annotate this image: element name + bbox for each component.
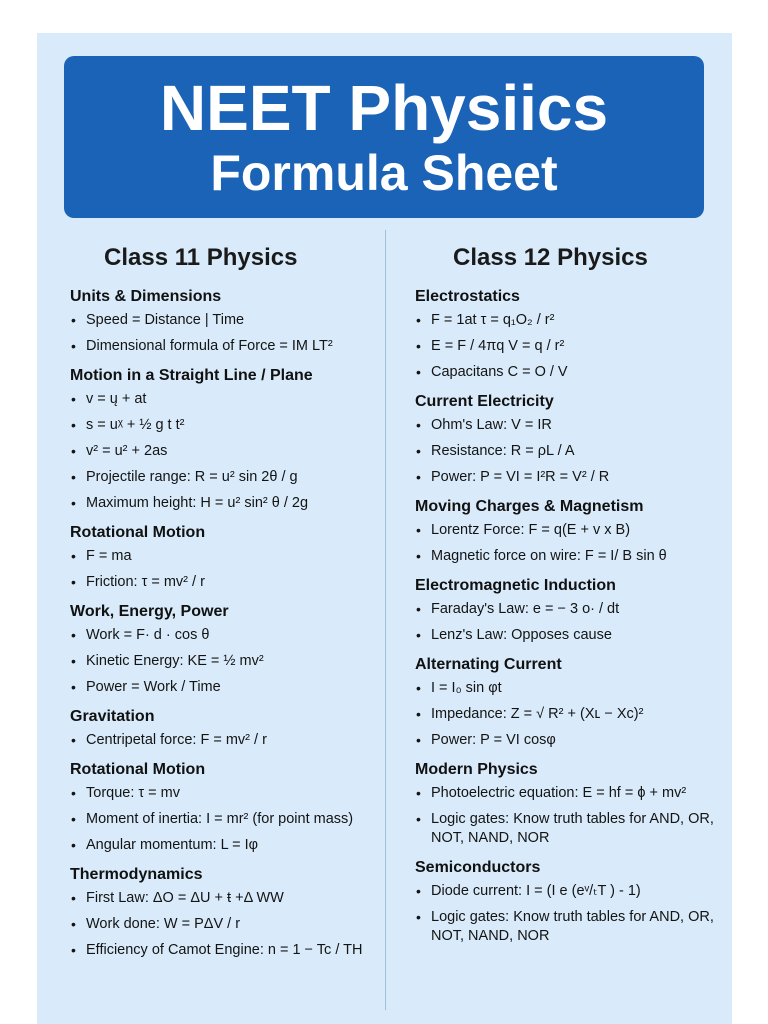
section-title: Thermodynamics bbox=[70, 866, 203, 883]
formula-item: • F = 1at τ = q₁O₂ / r² bbox=[415, 311, 745, 330]
formula-item: • Impedance: Z = √ R² + (Xʟ − Xc)² bbox=[415, 705, 745, 724]
class-11-column bbox=[70, 242, 400, 969]
sheet-title: NEET Physiics bbox=[159, 72, 609, 144]
formula-section bbox=[70, 601, 400, 697]
formula-item: • Speed = Distance | Time bbox=[70, 311, 400, 330]
formula-item: • Projectile range: R = u² sin 2θ / g bbox=[70, 468, 400, 487]
formula-section bbox=[415, 654, 745, 750]
formula-item: • F = ma bbox=[70, 547, 400, 566]
section-title: Rotational Motion bbox=[70, 524, 206, 541]
formula-section bbox=[70, 706, 400, 750]
section-title: Electromagnetic Induction bbox=[415, 577, 616, 594]
formula-list bbox=[415, 521, 745, 566]
formula-section bbox=[70, 864, 400, 960]
formula-item: • Lorentz Force: F = q(E + v x B) bbox=[415, 521, 745, 540]
formula-list bbox=[415, 311, 745, 382]
formula-list bbox=[415, 416, 745, 487]
formula-item: • Resistance: R = ρL / A bbox=[415, 442, 745, 461]
formula-section bbox=[415, 857, 745, 946]
column-title: Class 12 Physics bbox=[453, 244, 648, 271]
formula-section bbox=[70, 286, 400, 356]
section-title: Semiconductors bbox=[415, 859, 541, 876]
formula-item: • Lenz's Law: Opposes cause bbox=[415, 626, 745, 645]
formula-list bbox=[415, 600, 745, 645]
formula-item: • Centripetal force: F = mv² / r bbox=[70, 731, 400, 750]
section-title: Motion in a Straight Line / Plane bbox=[70, 367, 313, 384]
formula-item: • Power: P = VI = I²R = V² / R bbox=[415, 468, 745, 487]
column-title: Class 11 Physics bbox=[104, 244, 298, 271]
formula-item: • v² = u² + 2as bbox=[70, 442, 400, 461]
formula-item: • Dimensional formula of Force = IM LT² bbox=[70, 337, 400, 356]
formula-list bbox=[70, 626, 400, 697]
formula-section bbox=[415, 286, 745, 382]
formula-list bbox=[415, 679, 745, 750]
section-title: Current Electricity bbox=[415, 393, 554, 410]
formula-list bbox=[70, 390, 400, 513]
formula-list bbox=[70, 311, 400, 356]
section-title: Rotational Motion bbox=[70, 761, 206, 778]
formula-item: • Work = F· d · cos θ bbox=[70, 626, 400, 645]
title-banner bbox=[64, 56, 704, 218]
formula-section bbox=[415, 391, 745, 487]
formula-item: • Photoelectric equation: E = hf = ϕ + mv² bbox=[415, 784, 745, 803]
formula-item: • Capacitans C = O / V bbox=[415, 363, 745, 382]
section-title: Alternating Current bbox=[415, 656, 562, 673]
formula-item: • Logic gates: Know truth tables for AND, OR, NOT, NAND, NOR bbox=[415, 908, 745, 946]
class-12-column bbox=[415, 242, 745, 955]
section-title: Units & Dimensions bbox=[70, 288, 222, 305]
formula-section bbox=[70, 759, 400, 855]
sheet-subtitle: Formula Sheet bbox=[210, 145, 558, 201]
formula-item: • Moment of inertia: I = mr² (for point mass) bbox=[70, 810, 400, 829]
formula-item: • Power: P = VI cosφ bbox=[415, 731, 745, 750]
formula-item: • Magnetic force on wire: F = I/ B sin θ bbox=[415, 547, 745, 566]
formula-item: • Logic gates: Know truth tables for AND, OR, NOT, NAND, NOR bbox=[415, 810, 745, 848]
formula-item: • E = F / 4πq V = q / r² bbox=[415, 337, 745, 356]
formula-item: • Work done: W = PΔV / r bbox=[70, 915, 400, 934]
formula-item: • s = uᵡ + ½ g t t² bbox=[70, 416, 400, 435]
formula-item: • Kinetic Energy: KE = ½ mv² bbox=[70, 652, 400, 671]
formula-list bbox=[70, 784, 400, 855]
section-title: Moving Charges & Magnetism bbox=[415, 498, 644, 515]
formula-list bbox=[415, 784, 745, 848]
formula-section bbox=[415, 496, 745, 566]
formula-item: • Power = Work / Time bbox=[70, 678, 400, 697]
formula-item: • v = ų + at bbox=[70, 390, 400, 409]
section-title: Work, Energy, Power bbox=[70, 603, 229, 620]
formula-list bbox=[70, 889, 400, 960]
formula-item: • Faraday's Law: e = − 3 o· / dt bbox=[415, 600, 745, 619]
formula-list bbox=[415, 882, 745, 946]
formula-list bbox=[70, 731, 400, 750]
formula-item: • First Law: ΔO = ΔU + ŧ +Δ WW bbox=[70, 889, 400, 908]
formula-item: • Angular momentum: L = Iφ bbox=[70, 836, 400, 855]
formula-list bbox=[70, 547, 400, 592]
formula-item: • Ohm's Law: V = IR bbox=[415, 416, 745, 435]
section-title: Gravitation bbox=[70, 708, 155, 725]
formula-item: • I = I₀ sin φt bbox=[415, 679, 745, 698]
formula-section bbox=[70, 522, 400, 592]
formula-item: • Diode current: I = (I e (eᵛ/ₜT ) - 1) bbox=[415, 882, 745, 901]
formula-item: • Efficiency of Camot Engine: n = 1 − Tc / TH bbox=[70, 941, 400, 960]
formula-section bbox=[415, 575, 745, 645]
formula-item: • Torque: τ = mv bbox=[70, 784, 400, 803]
formula-item: • Maximum height: H = u² sin² θ / 2g bbox=[70, 494, 400, 513]
section-title: Modern Physics bbox=[415, 761, 538, 778]
formula-item: • Friction: τ = mv² / r bbox=[70, 573, 400, 592]
section-title: Electrostatics bbox=[415, 288, 520, 305]
formula-section bbox=[415, 759, 745, 848]
formula-section bbox=[70, 365, 400, 513]
